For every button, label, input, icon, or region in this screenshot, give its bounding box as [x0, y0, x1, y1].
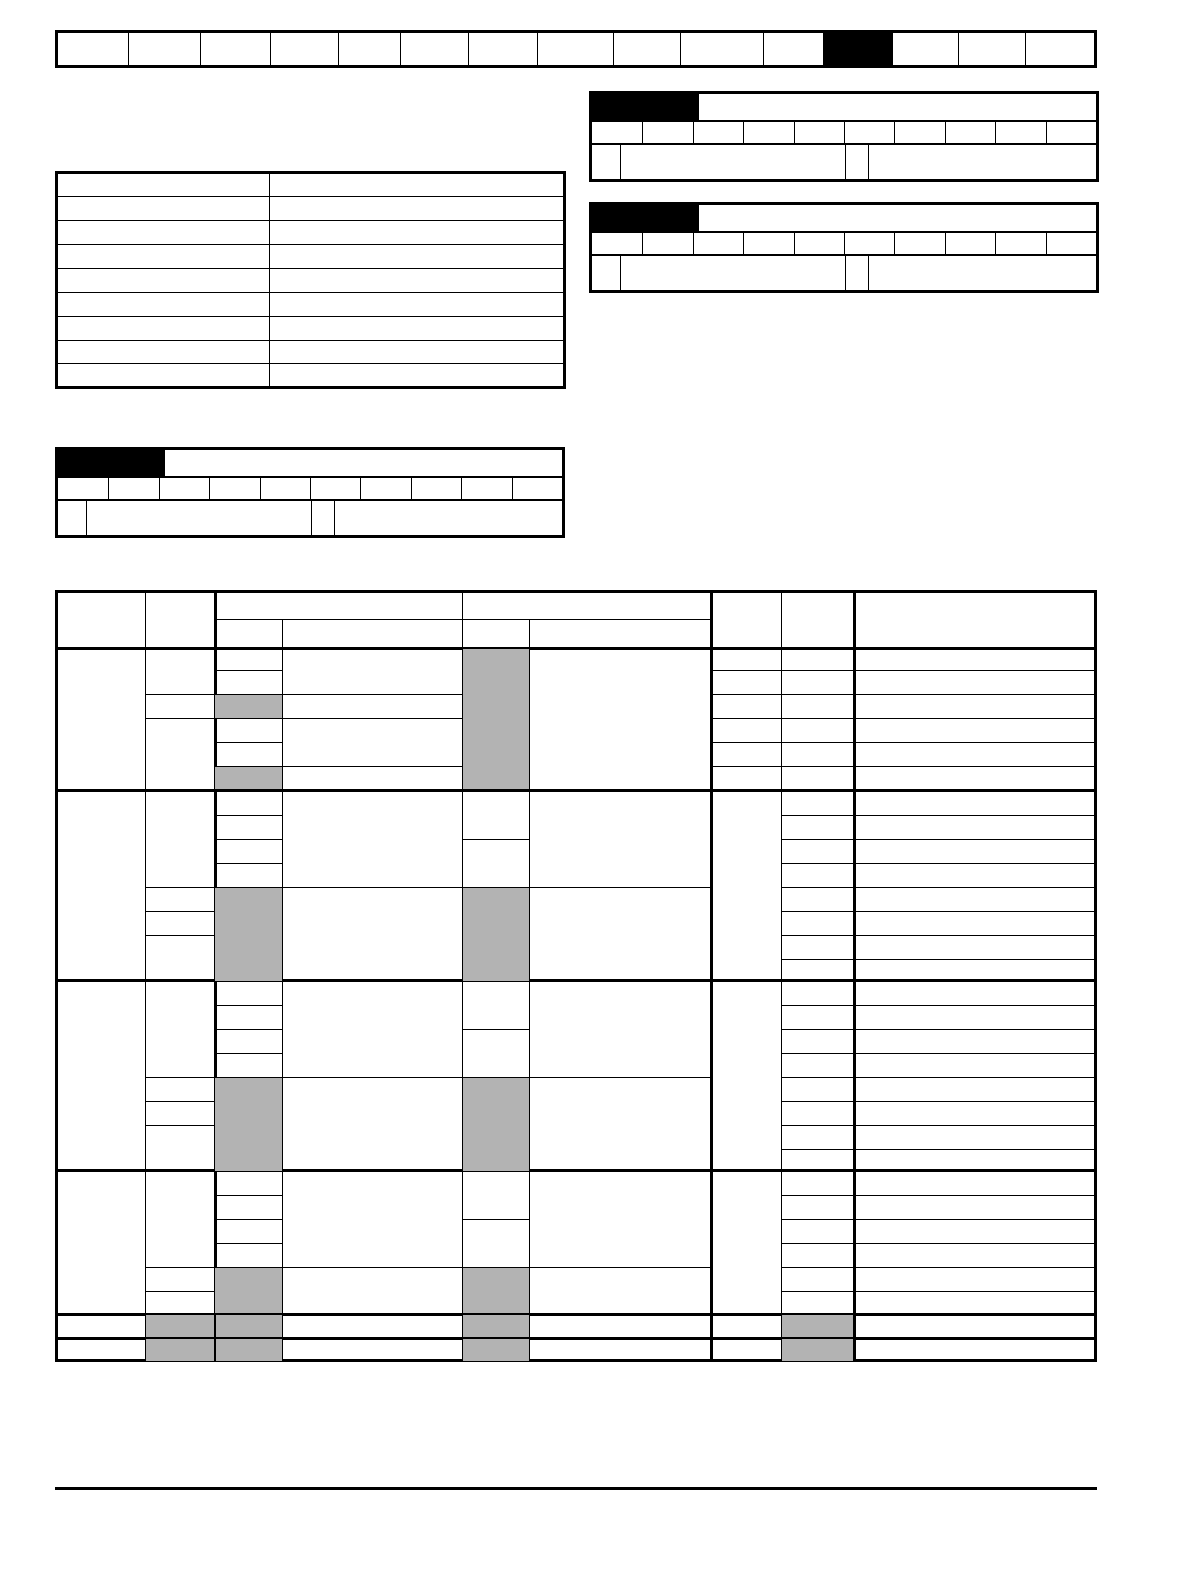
pbox2-bit-divider	[894, 233, 895, 255]
pbox3-bit-divider	[108, 478, 109, 500]
header-tab-divider	[468, 30, 469, 68]
header-tab-divider	[613, 30, 614, 68]
header-tab-divider	[128, 30, 129, 68]
config-group-line	[55, 789, 1097, 792]
pbox1-bit-divider	[1046, 122, 1047, 144]
shaded-cell	[463, 649, 529, 789]
config-row-line	[781, 1101, 1097, 1102]
pbox1-bit-divider	[642, 122, 643, 144]
pbox1-bit-divider	[794, 122, 795, 144]
config-header-bottom	[55, 647, 1097, 650]
pbox3-title-block	[57, 449, 165, 477]
config-row-line	[214, 742, 282, 743]
config-row-line	[462, 1029, 529, 1030]
config-col	[781, 590, 782, 1362]
header-tab-divider	[958, 30, 959, 68]
shaded-cell	[782, 1315, 853, 1337]
pbox2-bit-divider	[743, 233, 744, 255]
shaded-cell	[463, 1078, 529, 1171]
shaded-cell	[215, 695, 282, 718]
config-col	[710, 590, 713, 1362]
config-row-line	[781, 1219, 1097, 1220]
header-tab-divider	[763, 30, 764, 68]
shaded-cell	[146, 1315, 214, 1337]
config-row-line	[214, 815, 282, 816]
header-tab-divider	[400, 30, 401, 68]
header-tab-bar	[55, 30, 1097, 68]
config-table-frame	[55, 590, 1097, 1362]
config-row-line	[710, 742, 1097, 743]
config-row-line	[145, 911, 214, 912]
shaded-cell	[463, 1268, 529, 1313]
shaded-cell	[463, 1339, 529, 1361]
pbox2-bit-divider	[693, 233, 694, 255]
config-row-line	[145, 694, 462, 695]
config-row-line	[214, 1243, 282, 1244]
pbox2-bit-divider	[642, 233, 643, 255]
config-col	[853, 590, 856, 1362]
header-tab-divider	[1025, 30, 1026, 68]
pbox3-row-divider	[311, 500, 312, 536]
info-table-row-line	[58, 340, 563, 341]
config-row-line	[781, 1005, 1097, 1006]
info-table-row-line	[58, 363, 563, 364]
config-row-line	[781, 1243, 1097, 1244]
config-row-line	[781, 1053, 1097, 1054]
config-row-line	[710, 766, 1097, 767]
config-col	[145, 590, 146, 1362]
pbox3-row-divider	[86, 500, 87, 536]
header-tab-divider	[270, 30, 271, 68]
config-row-line	[145, 935, 214, 936]
config-col	[282, 619, 283, 1362]
config-row-line	[781, 935, 1097, 936]
pbox3-bit-divider	[461, 478, 462, 500]
pbox2-bit-divider	[1046, 233, 1047, 255]
shaded-cell	[463, 1315, 529, 1337]
info-table-divider	[269, 174, 270, 386]
pbox1-bit-divider	[844, 122, 845, 144]
pbox2-bit-divider	[794, 233, 795, 255]
pbox1-bit-divider	[945, 122, 946, 144]
header-tab-divider	[200, 30, 201, 68]
shaded-cell	[215, 1268, 282, 1313]
info-table-row-line	[58, 220, 563, 221]
config-row-line	[781, 1267, 1097, 1268]
pbox1-bit-divider	[995, 122, 996, 144]
pbox3-bit-divider	[310, 478, 311, 500]
config-row-line	[145, 718, 462, 719]
pbox3-bit-divider	[411, 478, 412, 500]
pbox1-bit-divider	[894, 122, 895, 144]
pbox2-bit-divider	[844, 233, 845, 255]
config-row-line	[214, 1053, 282, 1054]
pbox1-row-divider	[845, 144, 846, 180]
shaded-cell	[216, 1339, 282, 1361]
info-table-row-line	[58, 268, 563, 269]
shaded-cell	[215, 1078, 282, 1171]
pbox1-bit-divider	[743, 122, 744, 144]
config-row-line	[214, 863, 282, 864]
pbox2-row-divider	[620, 255, 621, 291]
config-row-line	[214, 839, 282, 840]
config-row-line	[214, 1029, 282, 1030]
config-row-line	[781, 911, 1097, 912]
pbox2-title-block	[591, 204, 699, 232]
pbox1-title-block	[591, 93, 699, 121]
pbox2-row-divider	[868, 255, 869, 291]
pbox3-bit-divider	[260, 478, 261, 500]
config-row-line	[781, 863, 1097, 864]
pbox3-row-divider	[334, 500, 335, 536]
config-row-line	[214, 1195, 282, 1196]
config-row-line	[781, 815, 1097, 816]
config-row-line	[710, 718, 1097, 719]
header-tab-divider	[338, 30, 339, 68]
config-row-line	[781, 1149, 1097, 1150]
config-row-line	[781, 887, 1097, 888]
pbox3-bit-divider	[512, 478, 513, 500]
config-row-line	[462, 1219, 529, 1220]
shaded-cell	[215, 767, 282, 789]
config-row-line	[214, 1005, 282, 1006]
pbox1-row-divider	[868, 144, 869, 180]
pbox1-bit-divider	[693, 122, 694, 144]
config-row-line	[145, 1291, 214, 1292]
pbox3-bit-divider	[159, 478, 160, 500]
config-row-line	[145, 1101, 214, 1102]
config-row-line	[781, 959, 1097, 960]
pbox2-row-divider	[845, 255, 846, 291]
footer-rule	[55, 1487, 1097, 1490]
pbox2-bit-divider	[945, 233, 946, 255]
config-row-line	[781, 1077, 1097, 1078]
shaded-cell	[216, 1315, 282, 1337]
info-table	[55, 171, 566, 389]
pbox1-row-divider	[620, 144, 621, 180]
pbox2-bit-divider	[995, 233, 996, 255]
shaded-cell	[782, 1339, 853, 1361]
info-table-row-line	[58, 316, 563, 317]
pbox3-bit-divider	[209, 478, 210, 500]
config-row-line	[781, 1029, 1097, 1030]
header-tab-divider	[537, 30, 538, 68]
config-row-line	[145, 1125, 214, 1126]
header-tab-active	[823, 31, 893, 67]
config-row-line	[781, 1195, 1097, 1196]
config-col	[529, 619, 530, 1362]
config-row-line	[781, 1291, 1097, 1292]
info-table-row-line	[58, 244, 563, 245]
shaded-cell	[463, 888, 529, 981]
config-row-line	[781, 839, 1097, 840]
info-table-row-line	[58, 196, 563, 197]
config-row-line	[214, 1219, 282, 1220]
shaded-cell	[146, 1339, 214, 1361]
config-row-line	[781, 1125, 1097, 1126]
shaded-cell	[215, 888, 282, 981]
info-table-row-line	[58, 292, 563, 293]
config-row-line	[462, 839, 529, 840]
config-group-line	[55, 1169, 1097, 1172]
config-group-line	[55, 979, 1097, 982]
pbox3-bit-divider	[360, 478, 361, 500]
config-row-line	[710, 670, 1097, 671]
config-row-line	[214, 670, 282, 671]
header-tab-divider	[680, 30, 681, 68]
config-row-line	[710, 694, 1097, 695]
